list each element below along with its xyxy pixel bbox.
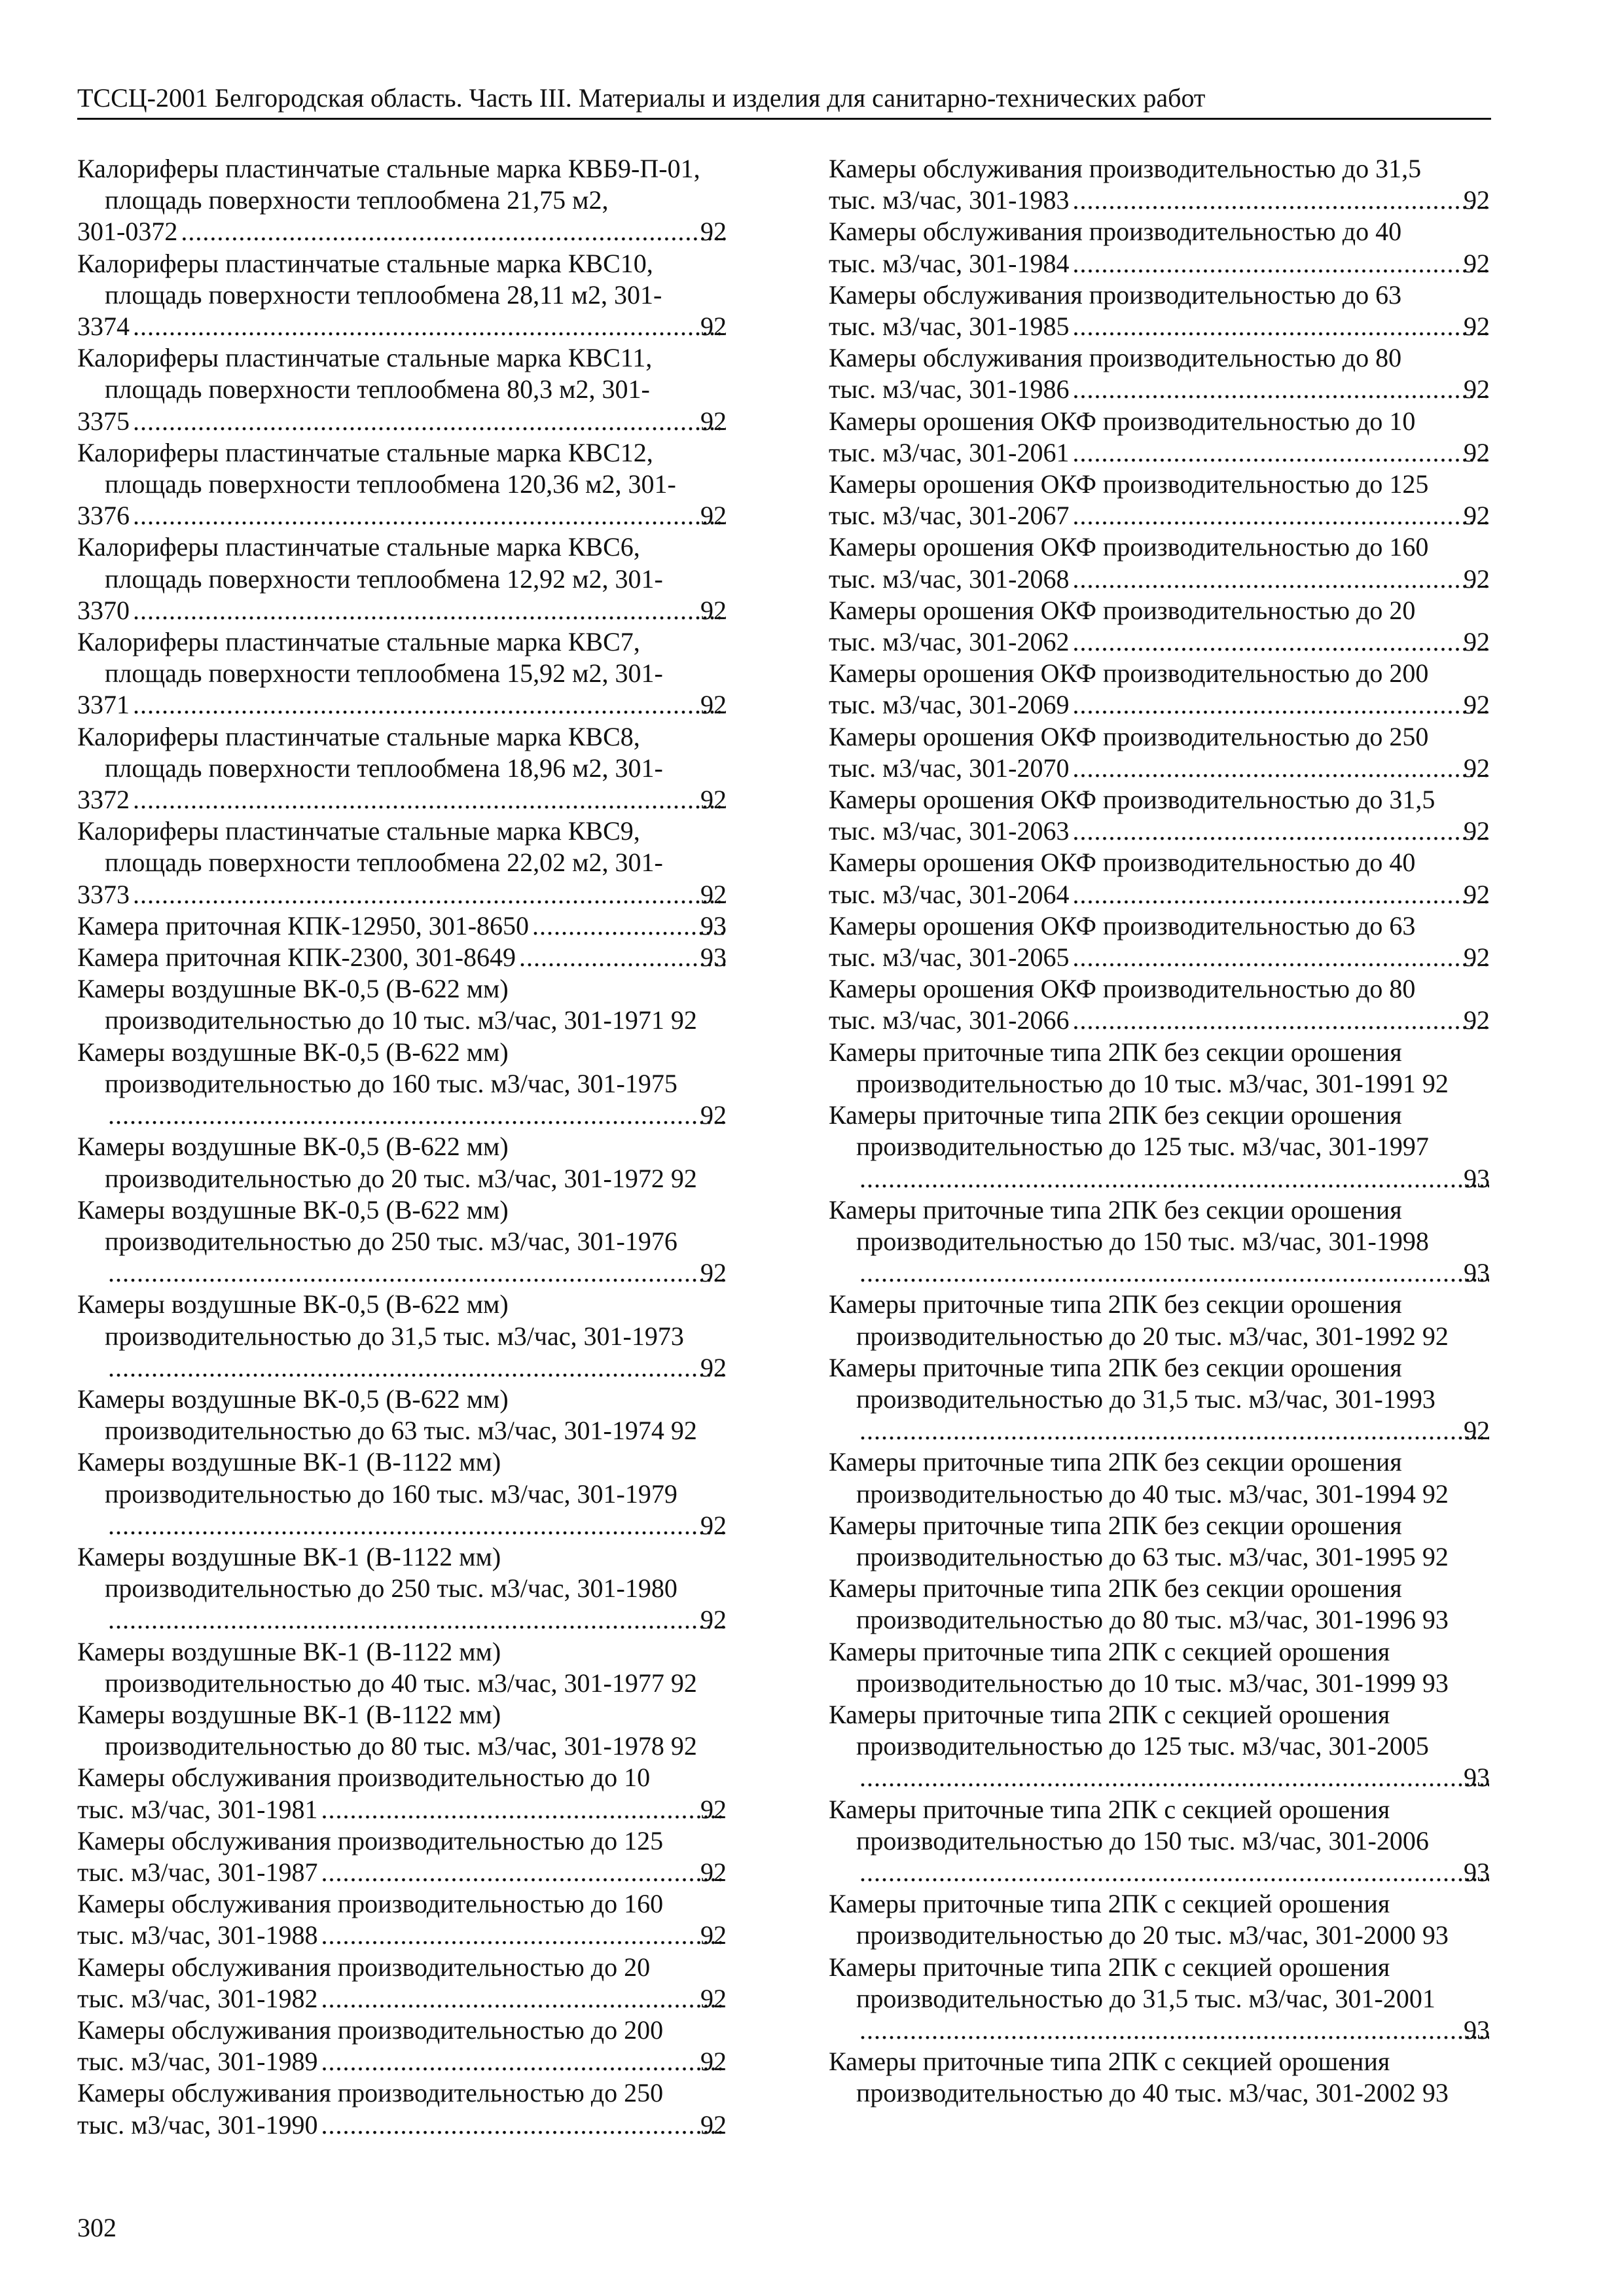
index-entry-code: 3372 <box>77 785 130 815</box>
index-entry-text: Калориферы пластинчатые стальные марка КВС6, площадь поверхности теплообмена 12,92 м2, 301- <box>77 532 663 594</box>
index-entry <box>829 1446 1491 1509</box>
index-entry-line: Камера приточная КПК-12950, 301-8650 ..... 93 <box>105 910 728 942</box>
dot-leader <box>132 879 726 910</box>
index-entry-code: 3374 <box>77 312 130 342</box>
index-entry-line: тыс. м3/час, 301-1982 ..... 92 <box>105 1983 728 2015</box>
index-entry-text: Калориферы пластинчатые стальные марка КВС7, площадь поверхности теплообмена 15,92 м2, 301- <box>77 627 663 689</box>
page-number: 302 <box>77 2213 117 2242</box>
index-entry <box>77 1888 728 1951</box>
index-entry-text: Камеры обслуживания производительностью до 250 <box>77 2078 664 2108</box>
index-entry-line: тыс. м3/час, 301-1981 ..... 92 <box>105 1794 728 1825</box>
index-entry-code: тыс. м3/час, 301-1988 <box>77 1920 318 1950</box>
index-entry-text: Камеры приточные типа 2ПК без секции орошения производительностью до 63 тыс. м3/час, 301-1995 92 <box>829 1510 1449 1571</box>
index-entry <box>829 1794 1491 1889</box>
index-entry-line: 3372 ..... 92 <box>105 784 728 816</box>
index-entry-code: тыс. м3/час, 301-1985 <box>829 312 1070 342</box>
index-entry-text: Камеры орошения ОКФ производительностью до 20 <box>829 595 1416 625</box>
index-entry-line: тыс. м3/час, 301-1988 ..... 92 <box>105 1920 728 1951</box>
index-entry-text: Камеры приточные типа 2ПК с секцией орошения производительностью до 40 тыс. м3/час, 301-2002 93 <box>829 2047 1449 2108</box>
index-entry-text: Калориферы пластинчатые стальные марка КВС11, площадь поверхности теплообмена 80,3 м2, 301- <box>77 343 653 404</box>
index-entry-line: 301-0372 ..... 92 <box>105 216 728 247</box>
index-entry-text: Камеры воздушные ВК-0,5 (В-622 мм) производительностью до 160 тыс. м3/час, 301-1975 <box>77 1037 677 1098</box>
index-entry <box>77 1446 728 1541</box>
dot-leader <box>319 1920 726 1951</box>
index-entry-code: 3376 <box>77 501 130 531</box>
index-entry <box>829 784 1491 847</box>
index-entry-line: тыс. м3/час, 301-2061 ..... 92 <box>856 437 1491 469</box>
dot-leader <box>858 1415 1489 1446</box>
index-entry-line: 3371 ..... 92 <box>105 689 728 721</box>
index-entry-text: Камеры орошения ОКФ производительностью до 31,5 <box>829 785 1435 815</box>
index-entry-code: тыс. м3/час, 301-2066 <box>829 1005 1070 1035</box>
index-entry <box>77 1131 728 1194</box>
index-entry-line: тыс. м3/час, 301-1989 ..... 92 <box>105 2046 728 2077</box>
index-entry-line: ..... 93 <box>856 1257 1491 1289</box>
index-entry <box>829 721 1491 784</box>
index-entry-text: Камеры орошения ОКФ производительностью до 200 <box>829 658 1429 689</box>
dot-leader <box>319 1983 726 2015</box>
index-entry <box>77 437 728 532</box>
index-entry-text: Калориферы пластинчатые стальные марка КВС12, площадь поверхности теплообмена 120,36 м2, 301- <box>77 437 676 499</box>
index-entry-text: Камеры воздушные ВК-1 (В-1122 мм) производительностью до 80 тыс. м3/час, 301-1978 92 <box>77 1699 697 1761</box>
index-entry-line: тыс. м3/час, 301-1990 ..... 92 <box>105 2109 728 2141</box>
dot-leader <box>107 1257 726 1289</box>
index-entry-code: тыс. м3/час, 301-1989 <box>77 2047 318 2077</box>
index-entry-text: Камеры орошения ОКФ производительностью до 125 <box>829 469 1429 499</box>
dot-leader <box>132 311 726 342</box>
index-entry-text: Камеры обслуживания производительностью до 160 <box>77 1889 664 1919</box>
index-entry-code: тыс. м3/час, 301-1983 <box>829 185 1070 215</box>
index-entry-code: тыс. м3/час, 301-2063 <box>829 816 1070 846</box>
index-entry-text: Камеры приточные типа 2ПК без секции орошения производительностью до 125 тыс. м3/час, 301-1997 <box>829 1100 1429 1162</box>
index-entry-text: Калориферы пластинчатые стальные марка КВС8, площадь поверхности теплообмена 18,96 м2, 301- <box>77 721 663 783</box>
index-entry <box>829 1510 1491 1573</box>
dot-leader <box>531 910 726 942</box>
index-entry-line: ..... 93 <box>856 2015 1491 2046</box>
index-entry-line: тыс. м3/час, 301-2066 ..... 92 <box>856 1005 1491 1036</box>
index-entry-text: Камеры обслуживания производительностью до 200 <box>77 2015 664 2045</box>
index-entry-text: Калориферы пластинчатые стальные марка КВБ9-П-01, площадь поверхности теплообмена 21,75 м2, <box>77 154 700 215</box>
index-entry-line: ..... 93 <box>856 1762 1491 1793</box>
index-entry-code: тыс. м3/час, 301-2068 <box>829 564 1070 594</box>
index-entry-line: тыс. м3/час, 301-2067 ..... 92 <box>856 500 1491 531</box>
index-entry-code: тыс. м3/час, 301-1984 <box>829 248 1070 278</box>
index-entry-line: ..... 92 <box>105 1257 728 1289</box>
index-entry-text: Камеры приточные типа 2ПК с секцией орошения производительностью до 150 тыс. м3/час, 301-2006 <box>829 1794 1429 1856</box>
index-entry <box>829 1352 1491 1447</box>
index-entry-text: Камеры орошения ОКФ производительностью до 250 <box>829 721 1429 751</box>
dot-leader <box>319 2109 726 2141</box>
index-entry <box>829 1289 1491 1352</box>
index-entry-code: тыс. м3/час, 301-1987 <box>77 1857 318 1887</box>
index-entry-line: 3375 ..... 92 <box>105 406 728 437</box>
index-entry-code: тыс. м3/час, 301-2065 <box>829 942 1070 973</box>
index-entry <box>77 1825 728 1888</box>
index-entry <box>77 942 728 973</box>
index-entry-text: Камеры воздушные ВК-1 (В-1122 мм) производительностью до 40 тыс. м3/час, 301-1977 92 <box>77 1636 697 1698</box>
index-entry-line: ..... 92 <box>105 1604 728 1636</box>
index-entry-text: Калориферы пластинчатые стальные марка КВС9, площадь поверхности теплообмена 22,02 м2, 301- <box>77 816 663 878</box>
index-entry-line: тыс. м3/час, 301-2068 ..... 92 <box>856 564 1491 595</box>
index-entry-text: Камеры орошения ОКФ производительностью до 80 <box>829 974 1416 1004</box>
index-entry-text: Камеры орошения ОКФ производительностью до 63 <box>829 910 1416 941</box>
index-entry <box>829 910 1491 973</box>
index-entry-text: Камеры обслуживания производительностью до 63 <box>829 279 1402 310</box>
index-entry-code: 3373 <box>77 879 130 909</box>
dot-leader <box>179 216 726 247</box>
dot-leader <box>319 1857 726 1888</box>
index-entry-text: Камеры воздушные ВК-0,5 (В-622 мм) производительностью до 250 тыс. м3/час, 301-1976 <box>77 1194 677 1256</box>
index-entry-line: 3373 ..... 92 <box>105 879 728 910</box>
index-entry <box>829 2046 1491 2109</box>
dot-leader <box>132 784 726 816</box>
index-entry <box>829 469 1491 531</box>
index-entry <box>829 342 1491 405</box>
index-entry-text: Камеры приточные типа 2ПК с секцией орошения производительностью до 20 тыс. м3/час, 301-2000 93 <box>829 1889 1449 1950</box>
index-entry <box>77 153 728 248</box>
index-entry-text: Камеры воздушные ВК-0,5 (В-622 мм) производительностью до 20 тыс. м3/час, 301-1972 92 <box>77 1132 697 1193</box>
index-entry-text: Камеры обслуживания производительностью до 125 <box>77 1825 664 1856</box>
index-entry-code: тыс. м3/час, 301-1981 <box>77 1794 318 1824</box>
index-entry-text: Камеры воздушные ВК-1 (В-1122 мм) производительностью до 250 тыс. м3/час, 301-1980 <box>77 1541 677 1604</box>
index-entry-text: Камеры приточные типа 2ПК без секции орошения производительностью до 80 тыс. м3/час, 301-1996 93 <box>829 1573 1449 1635</box>
dot-leader <box>1071 753 1489 784</box>
dot-leader <box>319 2046 726 2077</box>
index-entry <box>77 1194 728 1289</box>
index-entry-line: ..... 92 <box>105 1352 728 1384</box>
index-entry <box>77 2077 728 2140</box>
index-entry-text: Камеры орошения ОКФ производительностью до 160 <box>829 532 1429 562</box>
index-entry <box>829 1100 1491 1194</box>
index-entry-line: 3370 ..... 92 <box>105 595 728 626</box>
index-entry <box>77 342 728 437</box>
index-entry-line: тыс. м3/час, 301-1984 ..... 92 <box>856 248 1491 279</box>
index-entry-code: Камера приточная КПК-12950, 301-8650 <box>77 910 530 941</box>
index-entry-line: тыс. м3/час, 301-2069 ..... 92 <box>856 689 1491 721</box>
index-entry-text: Калориферы пластинчатые стальные марка КВС10, площадь поверхности теплообмена 28,11 м2, 301- <box>77 248 662 310</box>
dot-leader <box>319 1794 726 1825</box>
index-entry <box>829 1636 1491 1699</box>
dot-leader <box>107 1604 726 1636</box>
dot-leader <box>107 1352 726 1384</box>
index-entry-line: 3374 ..... 92 <box>105 311 728 342</box>
dot-leader <box>518 942 726 973</box>
index-column-right <box>829 153 1491 2109</box>
index-entry <box>829 973 1491 1036</box>
index-entry-text: Камеры обслуживания производительностью до 20 <box>77 1952 651 1982</box>
index-entry <box>829 1699 1491 1794</box>
dot-leader <box>132 406 726 437</box>
index-entry <box>829 216 1491 279</box>
index-entry-code: 3370 <box>77 595 130 625</box>
index-entry-line: ..... 92 <box>105 1100 728 1131</box>
index-entry-line: ..... 92 <box>856 1415 1491 1446</box>
index-entry-line: ..... 92 <box>105 1510 728 1541</box>
dot-leader <box>858 1857 1489 1888</box>
index-entry <box>77 1699 728 1762</box>
index-entry-line: тыс. м3/час, 301-2065 ..... 92 <box>856 942 1491 973</box>
index-entry-text: Камеры приточные типа 2ПК без секции орошения производительностью до 40 тыс. м3/час, 301-1994 92 <box>829 1447 1449 1509</box>
dot-leader <box>858 2015 1489 2046</box>
index-entry-code: тыс. м3/час, 301-1990 <box>77 2109 318 2140</box>
index-entry <box>829 1952 1491 2047</box>
dot-leader <box>107 1510 726 1541</box>
index-entry <box>77 1541 728 1636</box>
index-entry <box>829 1037 1491 1100</box>
index-entry <box>77 1636 728 1699</box>
index-entry-line: Камера приточная КПК-2300, 301-8649 ..... 93 <box>105 942 728 973</box>
index-entry-text: Камеры приточные типа 2ПК с секцией орошения производительностью до 10 тыс. м3/час, 301-1999 93 <box>829 1636 1449 1698</box>
index-entry <box>829 1888 1491 1951</box>
index-entry <box>829 153 1491 216</box>
index-entry-code: тыс. м3/час, 301-2064 <box>829 879 1070 909</box>
index-entry-code: тыс. м3/час, 301-2070 <box>829 753 1070 783</box>
index-entry-code: тыс. м3/час, 301-2062 <box>829 627 1070 657</box>
index-entry <box>77 1289 728 1384</box>
index-entry <box>829 595 1491 658</box>
index-entry-text: Камеры приточные типа 2ПК с секцией орошения производительностью до 31,5 тыс. м3/час, 301-2001 <box>829 1952 1435 2013</box>
index-entry-line: тыс. м3/час, 301-1987 ..... 92 <box>105 1857 728 1888</box>
dot-leader <box>858 1257 1489 1289</box>
index-entry <box>829 1194 1491 1289</box>
index-entry <box>77 1037 728 1132</box>
index-entry <box>77 248 728 343</box>
index-entry <box>77 1952 728 2015</box>
index-entry <box>829 531 1491 594</box>
index-entry <box>77 910 728 942</box>
index-entry-code: 3371 <box>77 690 130 720</box>
index-entry <box>829 847 1491 910</box>
dot-leader <box>1071 248 1489 279</box>
index-entry-line: тыс. м3/час, 301-2062 ..... 92 <box>856 626 1491 658</box>
index-entry <box>829 406 1491 469</box>
index-entry-text: Камеры воздушные ВК-0,5 (В-622 мм) производительностью до 31,5 тыс. м3/час, 301-1973 <box>77 1289 684 1351</box>
index-entry-code: тыс. м3/час, 301-1982 <box>77 1983 318 2013</box>
index-entry <box>77 2015 728 2077</box>
index-entry-line: тыс. м3/час, 301-2064 ..... 92 <box>856 879 1491 910</box>
index-entry-line: тыс. м3/час, 301-2070 ..... 92 <box>856 753 1491 784</box>
index-entry-text: Камеры приточные типа 2ПК без секции орошения производительностью до 20 тыс. м3/час, 301-1992 92 <box>829 1289 1449 1351</box>
index-entry <box>77 626 728 721</box>
index-entry-text: Камеры воздушные ВК-0,5 (В-622 мм) производительностью до 10 тыс. м3/час, 301-1971 92 <box>77 974 697 1035</box>
index-entry-line: тыс. м3/час, 301-1985 ..... 92 <box>856 311 1491 342</box>
index-column-left <box>77 153 728 2141</box>
index-entry-code: тыс. м3/час, 301-1986 <box>829 374 1070 404</box>
running-header: ТССЦ-2001 Белгородская область. Часть III. Материалы и изделия для санитарно-технических работ <box>77 83 1206 113</box>
index-entry-line: тыс. м3/час, 301-1983 ..... 92 <box>856 185 1491 216</box>
index-entry-code: тыс. м3/час, 301-2069 <box>829 690 1070 720</box>
index-entry-code: 301-0372 <box>77 217 178 247</box>
index-entry-text: Камеры приточные типа 2ПК с секцией орошения производительностью до 125 тыс. м3/час, 301-2005 <box>829 1699 1429 1761</box>
index-entry-text: Камеры орошения ОКФ производительностью до 40 <box>829 848 1416 878</box>
dot-leader <box>1071 689 1489 721</box>
index-entry-line: тыс. м3/час, 301-2063 ..... 92 <box>856 816 1491 847</box>
dot-leader <box>1071 1005 1489 1036</box>
dot-leader <box>132 595 726 626</box>
index-entry-text: Камеры обслуживания производительностью до 40 <box>829 217 1402 247</box>
index-entry-code: тыс. м3/час, 301-2061 <box>829 437 1070 467</box>
dot-leader <box>132 500 726 531</box>
index-entry-text: Камеры воздушные ВК-0,5 (В-622 мм) производительностью до 63 тыс. м3/час, 301-1974 92 <box>77 1384 697 1446</box>
index-entry-text: Камеры приточные типа 2ПК без секции орошения производительностью до 150 тыс. м3/час, 301-1998 <box>829 1194 1429 1256</box>
dot-leader <box>858 1762 1489 1793</box>
index-entry <box>77 1384 728 1446</box>
index-entry-text: Камеры приточные типа 2ПК без секции орошения производительностью до 31,5 тыс. м3/час, 301-1993 <box>829 1352 1435 1414</box>
index-entry-text: Камеры орошения ОКФ производительностью до 10 <box>829 406 1416 436</box>
dot-leader <box>1071 564 1489 595</box>
dot-leader <box>1071 816 1489 847</box>
index-entry <box>77 816 728 910</box>
dot-leader <box>1071 879 1489 910</box>
dot-leader <box>1071 500 1489 531</box>
index-entry <box>77 531 728 626</box>
index-entry <box>829 279 1491 342</box>
dot-leader <box>132 689 726 721</box>
index-entry-text: Камеры приточные типа 2ПК без секции орошения производительностью до 10 тыс. м3/час, 301-1991 92 <box>829 1037 1449 1098</box>
index-entry <box>829 658 1491 721</box>
index-entry <box>77 721 728 816</box>
dot-leader <box>1071 942 1489 973</box>
index-entry-text: Камеры обслуживания производительностью до 10 <box>77 1763 651 1793</box>
index-entry-text: Камеры обслуживания производительностью до 80 <box>829 343 1402 373</box>
dot-leader <box>1071 311 1489 342</box>
dot-leader <box>1071 626 1489 658</box>
index-entry <box>77 1762 728 1825</box>
index-entry-code: тыс. м3/час, 301-2067 <box>829 501 1070 531</box>
index-entry <box>829 1573 1491 1636</box>
dot-leader <box>1071 437 1489 469</box>
index-entry-line: ..... 93 <box>856 1857 1491 1888</box>
index-entry-code: 3375 <box>77 406 130 436</box>
index-entry-line: 3376 ..... 92 <box>105 500 728 531</box>
index-entry-line: тыс. м3/час, 301-1986 ..... 92 <box>856 374 1491 405</box>
dot-leader <box>858 1163 1489 1194</box>
index-entry <box>77 973 728 1036</box>
index-entry-line: ..... 93 <box>856 1163 1491 1194</box>
header-rule <box>77 118 1491 120</box>
dot-leader <box>107 1100 726 1131</box>
index-entry-text: Камеры воздушные ВК-1 (В-1122 мм) производительностью до 160 тыс. м3/час, 301-1979 <box>77 1447 677 1509</box>
index-entry-text: Камеры обслуживания производительностью до 31,5 <box>829 154 1422 183</box>
index-entry-code: Камера приточная КПК-2300, 301-8649 <box>77 942 516 973</box>
dot-leader <box>1071 374 1489 405</box>
dot-leader <box>1071 185 1489 216</box>
